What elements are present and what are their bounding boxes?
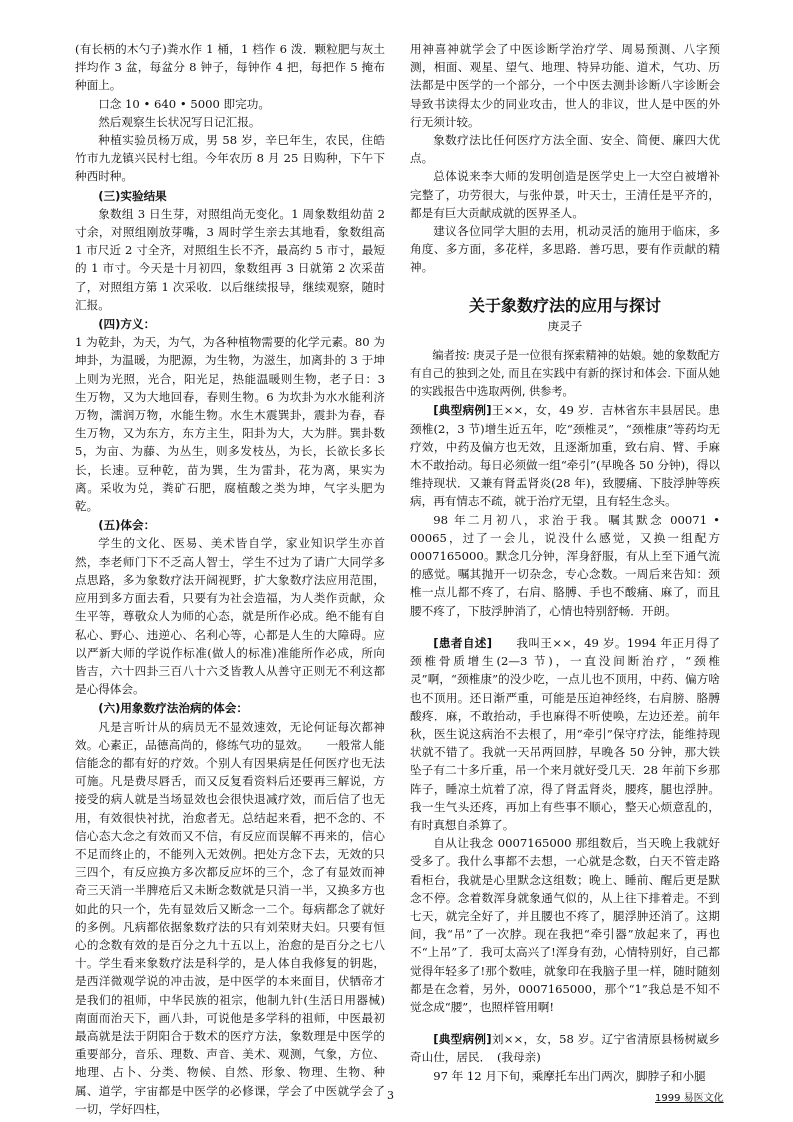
paragraph: 凡是言听计从的病员无不显效速效，无论何证每次都神效。心素正，品德高尚的，修练气功的显效。 一般常人能信能念的都有好的疗效。个别人有因果病是任何医疗也无法可施。凡是费尽唇舌，而又反复看资料后还要再三解说，方接受的病人就是当场显效也会很快退减疗效，而后信了也无用，有效很快衬扰，治愈者无。总结起来看，把不念的、不信心态大念之有效而又不信，有反应而误解不再来的，信心不足而终止的，不能列入无效例。把处方念下去，无效的只三四个，有反应换方多次都反应坏的三个，念了有显效而神奇三天消一半脾疮后又未断念数就是只消一半，又换多方也如此的只一个，先有显效后又断念一二个。每病都念了就好的多例。凡病都依据象数疗法的只有刘荣财夫妇。只要有恒心的念数有效的是百分之九十五以上，治愈的是百分之七八十。学生看来象数疗法是科学的，是人体自我修复的钥匙，是西洋微观学说的冲击波，是中医学的本来面目，伏牺帝才是我们的祖师，中华民族的祖宗，他制九针(生活日用器械)南面而治天下，画八卦，可说他是多学科的祖师，中医最初最高就是法于阴阳合于数术的医疗方法，象数理是中医学的重要部分，音乐、理数、声音、美术、观测，气象，方位、地理、占卜、分类、物候、自然、形象、物理、生物、种属、道学，宇宙都是中医学的必修课，学会了中医就学会了一切，学好四柱， (75, 719, 385, 1116)
article-title: 关于象数疗法的应用与探讨 (468, 295, 661, 315)
right-column (410, 40, 720, 1085)
editor-note: 编者按: 庚灵子是一位很有探索精神的姑娘。她的象数配方有自己的独到之处, 而且在实践中有新的探讨和体会. 下面从她的实践报告中选取两例, 供参考。 (410, 348, 720, 399)
case-text: 刘××，女，58 岁。辽宁省清原县杨树崴乡奇山仕，居民． (我母亲) (410, 1032, 720, 1065)
article-author: 庚灵子 (547, 318, 583, 333)
paragraph: 用神喜神就学会了中医诊断学治疗学、周易预测、八字预测，相面、观星、望气、地理、特异功能、道术，气功、历法都是中医学的一个部分，一个中医去测卦诊断八字诊断会导致书读得太少的同业攻击，世人的非议，世人是中医的外行无须计较。 (410, 42, 720, 129)
case-text: 我叫王××，49 岁。1994 年正月得了颈椎骨质增生(2—3 节)，一直没间断治疗，“颈椎灵”啊，“颈椎康”的没少吃，一点儿也不顶用，中药、偏方啥也不顶用。还日渐严重，可能是压迫神经终，右肩膀、胳膊酸疼．麻，不敢抬动，手也麻得不听使唤，左边还差。前年秋，医生说这病治不去根了，用“牵引”保守疗法，能维持现状就不错了。我就一天吊两回脖，早晚各 50 分钟，那大铁坠子有二十多斤重，吊一个来月就好受几天．28 年前下乡那阵子，睡凉土炕着了凉，得了肾盂肾炎，腰疼，腿也浮肿。我一生气头还疼，再加上有些事不顺心，整天心烦意乱的，有时真想自杀算了。 (410, 635, 720, 832)
case-tag: [典型病例] (433, 403, 492, 418)
paragraph: 97 年 12 月下旬，乘摩托车出门两次，脚脖子和小腿 (433, 1068, 706, 1083)
page-number: 3 (387, 1089, 394, 1102)
paragraph: 象数疗法比任何医疗方法全面、安全、简便、廉四大优点。 (410, 133, 720, 166)
case-tag: [患者自述] (433, 635, 493, 650)
paragraph: (有长柄的木勺子)粪水作 1 桶，1 档作 6 泼．颗粒肥与灰土拌均作 3 盆，每盆分 8 钟子，每钟作 4 把，每把作 5 掩布种面上。 (75, 42, 385, 93)
paragraph: 种植实验员杨万成，男 58 岁，辛巳年生，农民，住皓竹市九龙镇兴民村七组。今年农历 8 月 25 日购种，下午下种西时种。 (75, 133, 385, 184)
paragraph: 1 为乾卦，为天，为气，为各种植物需要的化学元素。80 为坤卦，为温暖，为肥源，为生物，为滋生，加离卦的 3 于坤上则为光照，光合，阳光足，热能温暖则生物，老子日：3 生万物，又为大地回春，春则生物。6 为坎卦为水水能利济万物，濡润万物，水能生物。水生木震巽卦，震卦为春，春生万物，又为东方，东方主生，阳卦为大，大为胖。巽卦数 5，为亩、为藤、为丛生，则多发枝丛，为长，长欲长多长长，长速。豆种乾，苗为巽，生为雷卦，花为离，果实为离。采收为兑，粪矿石肥，腐植酸之类为坤，气字头肥为乾。 (75, 335, 385, 514)
paragraph: 98 年二月初八，求治于我。嘱其默念 00071 • 00065，过了一会儿，说没什么感觉，又换一组配方 0007165000。默念几分钟，浑身舒服，有从上至下通气流的感觉。嘱其抛开一切杂念，专心念数。一周后来告知：颈椎一点儿都不疼了，右肩、胳膊、手也不酸痛、麻了，而且腰不疼了，下肢浮肿消了，心情也特别舒畅．开朗。 (410, 512, 720, 618)
paragraph: 学生的文化、医易、美术皆自学，家业知识学生亦首然，李老师门下不乏高人智士，学生不过为了请广大同学多点思路，多为象数疗法开阔视野，扩大象数疗法应用范围，应用到多方面去看，只要有为社会造福，为人类作贡献，众生平等，尊敬众人为师的心态，就是所作必成。绝不能有自私心、野心、违逆心、名利心等，心都是人生的大障碍。应以严新大师的学说作标准(做人的标准)准能所作必成，所向皆吉，六十四卦三百八十六爻皆教人从善守正则无不利这都是心得体会。 (75, 536, 385, 697)
paragraph: 总体说来李大师的发明创造是医学史上一大空白被增补完整了，功劳很大，与张仲景，叶天士，王清任是平齐的，都是有巨大贡献成就的医界圣人。 (410, 169, 720, 220)
section-heading: (四)方义： (98, 317, 156, 332)
publisher-brand: 1999 易医文化 (655, 1093, 724, 1104)
case-text: 王××，女，49 岁．吉林省东丰县居民。患颈椎(2，3 节)增生近五年，吃“颈椎灵”，“颈椎康”等药均无疗效，中药及偏方也无效，且逐渐加重，致右肩、臂、手麻木不敢抬动。每日必须做一组“牵引”(早晚各 50 分钟)，得以维持现状．又兼有肾盂肾炎(28 年)，致腰痛、下肢浮肿等疾病，再有情志不疏，就于治疗无望，且有轻生念头。 (410, 403, 720, 509)
section-heading: (五)体会： (98, 518, 156, 533)
left-column (75, 40, 385, 1118)
case-tag: [典型病例] (433, 1032, 492, 1047)
paragraph: 然后观察生长状况写日记汇报。 (98, 114, 261, 129)
case-paragraph (410, 401, 720, 510)
paragraph: 口念 10 • 640 • 5000 即完功。 (98, 96, 270, 111)
paragraph: 自从让我念 0007165000 那组数后，当天晚上我就好受多了。我什么事都不去想，一心就是念数，白天不管走路看柜台，我就是心里默念这组数；晚上、睡前、醒后更是默念不停。念着数浑身就象通气似的，从上往下排着走。不到七天，就完全好了，并且腰也不疼了，腿浮肿还消了。这期间，我“吊”了一次脖。现在我把“牵引器”放起来了，再也不“上吊”了．我可太高兴了!浑身有劲，心情特别好，自己都觉得年轻多了!那个数哇，就象印在我脑子里一样，随时随刻都是在念着，另外，0007165000，那个“1”我总是不知不觉念成“腰”，也照样管用啊! (410, 836, 720, 1014)
section-heading: (六)用象数疗法治病的体会： (98, 701, 248, 716)
section-heading: (三)实验结果 (98, 188, 167, 203)
case-paragraph (410, 634, 720, 834)
paragraph: 建议各位同学大胆的去用，机动灵活的施用于临床，多角度、多方面，多花样，多思路．善巧思，要有作贡献的精神。 (410, 224, 720, 275)
case-paragraph (410, 1030, 720, 1066)
paragraph: 象数组 3 日生芽，对照组尚无变化。1 周象数组幼苗 2 寸余，对照组刚放芽嘴，3 周时学生亲去其地看，象数组高 1 市尺近 2 寸全齐，对照组生长不齐，最高约 5 市寸，最短的 1 市寸。今天是十月初四，象数组再 3 日就第 2 次采苗了，对照组方第 1 次采收．以后继续报导，继续观察，随时汇报。 (75, 206, 385, 312)
